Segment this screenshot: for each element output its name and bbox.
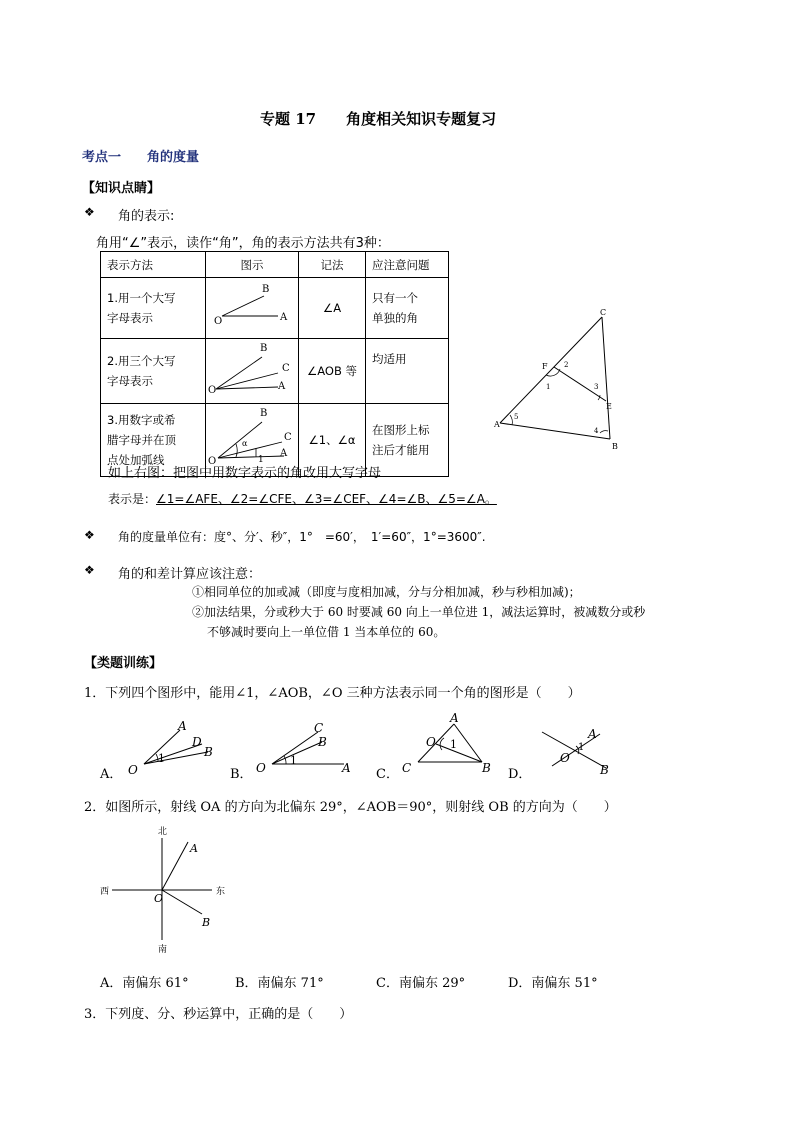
svg-text:1: 1 [158, 752, 165, 765]
section-heading: 考点一 角的度量 [82, 150, 200, 165]
svg-text:1: 1 [578, 742, 585, 753]
table-cell-notation: ∠AOB 等 [299, 339, 366, 404]
svg-text:O: O [214, 316, 223, 327]
answer-text: ∠1=∠AFE、∠2=∠CFE、∠3=∠CEF、∠4=∠B、∠5=∠A。 [156, 492, 497, 506]
svg-text:B: B [262, 284, 270, 295]
table-cell-method: 1.用一个大写 字母表示 [101, 278, 206, 339]
q2-option-c[interactable]: C．南偏东 29° [376, 976, 466, 991]
svg-text:1: 1 [546, 383, 551, 391]
diamond-bullet-icon: ❖ [84, 205, 95, 219]
q2-option-d[interactable]: D．南偏东 51° [508, 976, 598, 991]
svg-text:D: D [192, 735, 202, 749]
svg-text:C: C [282, 363, 290, 374]
svg-text:F: F [542, 362, 548, 371]
numbered-angle-diagram [206, 404, 298, 470]
triangle-figure [490, 305, 630, 455]
svg-text:4: 4 [594, 427, 599, 435]
svg-text:东: 东 [216, 887, 226, 897]
svg-text:A: A [280, 312, 288, 323]
q1-option-c[interactable]: C． [376, 767, 399, 782]
svg-text:C: C [600, 308, 607, 317]
svg-text:E: E [606, 402, 612, 411]
knowledge-header: 【知识点睛】 [82, 181, 161, 196]
table-cell-diagram [206, 278, 299, 339]
answer-prefix: 表示是： [108, 492, 157, 506]
q1-option-a[interactable]: A． [100, 767, 123, 782]
diamond-bullet-icon: ❖ [84, 528, 95, 542]
question-2: 2．如图所示，射线 OA 的方向为北偏东 29°，∠AOB＝90°，则射线 OB 的方向为（ ） [84, 800, 617, 815]
svg-text:O: O [154, 892, 164, 905]
svg-text:B: B [482, 761, 491, 775]
bullet-sum-difference: 角的和差计算应该注意： [118, 567, 262, 582]
svg-text:C: C [402, 761, 412, 775]
table-header: 表示方法 [101, 252, 206, 278]
q1-figure-b [252, 718, 362, 778]
q1-figure-c [398, 710, 498, 776]
svg-text:北: 北 [158, 827, 168, 837]
svg-text:B: B [202, 916, 211, 929]
svg-text:A: A [494, 420, 500, 429]
svg-text:A: A [280, 448, 288, 459]
svg-text:C: C [284, 432, 292, 443]
svg-text:5: 5 [514, 413, 519, 421]
svg-text:1: 1 [450, 738, 457, 751]
svg-text:B: B [318, 735, 327, 749]
svg-text:南: 南 [158, 945, 168, 955]
practice-header: 【类题训练】 [84, 656, 163, 671]
table-cell-notation: ∠1、∠α [299, 404, 366, 477]
table-header: 图示 [206, 252, 299, 278]
svg-text:A: A [278, 381, 286, 392]
table-cell-diagram [206, 339, 299, 404]
three-letter-angle-diagram [206, 339, 298, 397]
svg-text:A: A [342, 761, 351, 775]
table-cell-note: 在图形上标 注后才能用 [366, 404, 449, 477]
svg-text:B: B [260, 343, 268, 354]
svg-text:O: O [560, 751, 570, 765]
question-3: 3．下列度、分、秒运算中，正确的是（ ） [84, 1007, 353, 1022]
diamond-bullet-icon: ❖ [84, 563, 95, 577]
svg-text:B: B [204, 745, 213, 759]
table-cell-notation: ∠A [299, 278, 366, 339]
q1-option-b[interactable]: B． [230, 767, 253, 782]
svg-text:α: α [242, 439, 248, 448]
table-cell-note: 只有一个 单独的角 [366, 278, 449, 339]
q1-figure-d [530, 718, 620, 778]
svg-text:A: A [190, 842, 198, 855]
svg-text:C: C [314, 721, 324, 735]
svg-text:O: O [426, 735, 436, 749]
svg-text:3: 3 [594, 383, 599, 391]
q1-option-d[interactable]: D． [508, 767, 532, 782]
note-1: ①相同单位的加或减（即度与度相加减，分与分相加减，秒与秒相加减)； [192, 585, 581, 599]
table-cell-method: 2.用三个大写 字母表示 [101, 339, 206, 404]
svg-text:O: O [128, 763, 138, 777]
answer-line [108, 490, 497, 507]
q1-figure-a [122, 718, 222, 778]
svg-text:O: O [208, 456, 217, 467]
q2-option-a[interactable]: A．南偏东 61° [100, 976, 189, 991]
compass-diagram [96, 822, 236, 962]
svg-text:A: A [588, 727, 597, 741]
bullet-angle-representation: 角的表示: [118, 209, 175, 224]
q2-option-b[interactable]: B．南偏东 71° [235, 976, 324, 991]
note-2a: ②加法结果，分或秒大于 60 时要减 60 向上一单位进 1，减法运算时，被减数分或秒 [192, 605, 646, 619]
svg-text:1: 1 [290, 754, 297, 767]
svg-text:O: O [208, 385, 217, 396]
single-letter-angle-diagram [206, 278, 298, 332]
page-title: 专题 17 角度相关知识专题复习 [260, 110, 497, 128]
right-figure-instruction: 如上右图：把图中用数字表示的角改用大写字母 [108, 466, 382, 481]
table-cell-note: 均适用 [366, 339, 449, 404]
bullet-units: 角的度量单位有：度°、分′、秒″，1° =60′， 1′=60″，1°=3600″. [118, 530, 486, 544]
svg-text:A: A [450, 711, 459, 725]
note-2b: 不够减时要向上一单位借 1 当本单位的 60。 [207, 625, 446, 639]
svg-text:2: 2 [564, 361, 569, 369]
svg-text:O: O [256, 761, 266, 775]
table-cell-method: 3.用数字或希 腊字母并在顶 点处加弧线 [101, 404, 206, 477]
svg-text:B: B [260, 408, 268, 419]
intro-line: 角用“∠”表示，读作“角”，角的表示方法共有3种： [96, 236, 390, 251]
svg-text:A: A [178, 719, 187, 733]
table-header: 记法 [299, 252, 366, 278]
svg-text:1: 1 [258, 455, 264, 465]
svg-text:B: B [600, 763, 609, 777]
svg-text:西: 西 [100, 887, 110, 897]
svg-text:B: B [612, 442, 618, 451]
methods-table [100, 251, 449, 477]
question-1: 1．下列四个图形中，能用∠1，∠AOB，∠O 三种方法表示同一个角的图形是（ ） [84, 686, 581, 701]
table-header: 应注意问题 [366, 252, 449, 278]
